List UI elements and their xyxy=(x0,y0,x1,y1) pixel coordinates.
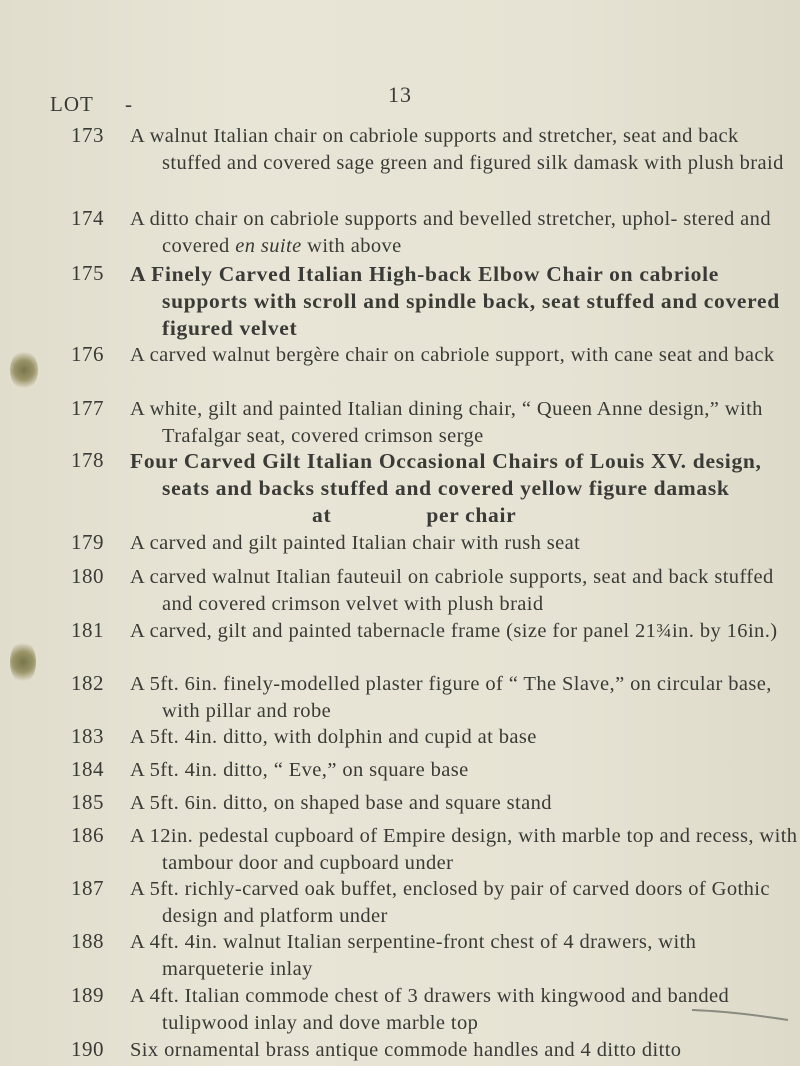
lot-description xyxy=(130,206,800,260)
lot-description: A walnut Italian chair on cabriole supports and stretcher, seat and back stuffed and covered sage green and figured silk damask with plush braid xyxy=(130,125,784,174)
lot-description: A Finely Carved Italian High-back Elbow Chair on cabriole supports with scroll and spindle back, seat stuffed and covered figured velvet xyxy=(130,262,780,340)
price-at-label: at xyxy=(312,503,332,527)
lot-number: 178 xyxy=(71,448,104,472)
lot-number: 187 xyxy=(71,876,104,900)
paper-stain xyxy=(10,350,38,390)
pencil-mark xyxy=(690,1008,790,1022)
lot-description-part: Four Carved Gilt Italian Occasional Chairs of Louis XV. design, seats and backs stuffed and covered yellow figure damask xyxy=(130,449,762,500)
lot-number: 184 xyxy=(71,757,104,781)
lot-number: 190 xyxy=(71,1037,104,1061)
lot-description: A 5ft. 4in. ditto, with dolphin and cupid at base xyxy=(130,726,537,748)
lot-description: A 4ft. 4in. walnut Italian serpentine-front chest of 4 drawers, with marqueterie inlay xyxy=(130,931,697,980)
lot-number: 188 xyxy=(71,929,104,953)
lot-number: 182 xyxy=(71,671,104,695)
lot-description: A 5ft. 4in. ditto, “ Eve,” on square base xyxy=(130,759,469,781)
lot-description-part: with above xyxy=(301,235,402,257)
lot-number: 189 xyxy=(71,983,104,1007)
lot-description xyxy=(130,448,800,529)
lot-header-dash: - xyxy=(125,92,132,116)
lot-number: 181 xyxy=(71,618,104,642)
lot-number: 174 xyxy=(71,206,104,230)
lot-description: A 5ft. 6in. finely-modelled plaster figure of “ The Slave,” on circular base, with pillar and robe xyxy=(130,673,772,722)
lot-column-header: LOT xyxy=(50,92,94,116)
lot-number: 185 xyxy=(71,790,104,814)
lot-description: A carved walnut bergère chair on cabriole support, with cane seat and back xyxy=(130,344,775,366)
lot-number: 175 xyxy=(71,261,104,285)
lot-number: 186 xyxy=(71,823,104,847)
price-per-label: per chair xyxy=(426,503,517,527)
lot-description: A carved walnut Italian fauteuil on cabriole supports, seat and back stuffed and covered crimson velvet with plush braid xyxy=(130,566,774,615)
lot-number: 173 xyxy=(71,123,104,147)
lot-description: A carved and gilt painted Italian chair with rush seat xyxy=(130,532,581,554)
lot-description: A white, gilt and painted Italian dining chair, “ Queen Anne design,” with Trafalgar seat, covered crimson serge xyxy=(130,398,763,447)
page-number: 13 xyxy=(388,82,412,107)
paper-stain xyxy=(10,640,36,684)
lot-description: A carved, gilt and painted tabernacle frame (size for panel 21¾in. by 16in.) xyxy=(130,620,778,642)
lot-description: Six ornamental brass antique commode handles and 4 ditto ditto xyxy=(130,1039,682,1061)
lot-description: A 5ft. richly-carved oak buffet, enclosed by pair of carved doors of Gothic design and platform under xyxy=(130,878,770,927)
lot-number: 176 xyxy=(71,342,104,366)
lot-number: 180 xyxy=(71,564,104,588)
lot-number: 183 xyxy=(71,724,104,748)
lot-description: A 5ft. 6in. ditto, on shaped base and square stand xyxy=(130,792,552,814)
lot-description-italic: en suite xyxy=(235,235,302,257)
lot-number: 177 xyxy=(71,396,104,420)
lot-description-part: A ditto chair on cabriole supports and bevelled stretcher, uphol- stered and covered xyxy=(130,208,771,257)
lot-number: 179 xyxy=(71,530,104,554)
lot-description: A 4ft. Italian commode chest of 3 drawers with kingwood and banded tulipwood inlay and dove marble top xyxy=(130,985,730,1034)
lot-description: A 12in. pedestal cupboard of Empire design, with marble top and recess, with tambour door and cupboard under xyxy=(130,825,798,874)
